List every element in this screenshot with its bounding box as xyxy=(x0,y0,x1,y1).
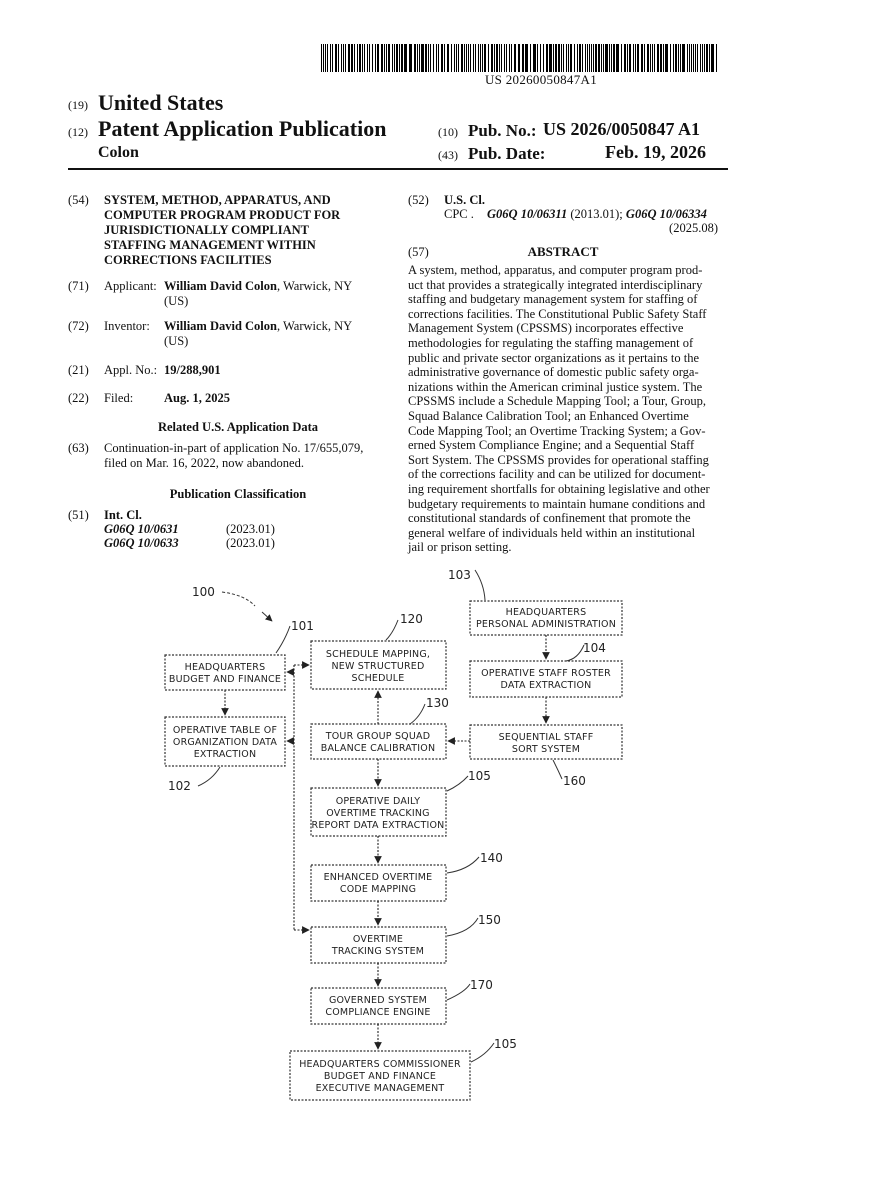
inid-57: (57) xyxy=(408,245,429,259)
barcode-bar xyxy=(624,44,626,72)
inventor-surname: Colon xyxy=(98,144,139,161)
barcode-bar xyxy=(697,44,698,72)
barcode-bar xyxy=(644,44,645,72)
barcode-bar xyxy=(537,44,538,72)
barcode-bar xyxy=(447,44,449,72)
barcode-bar xyxy=(650,44,651,72)
barcode-bar xyxy=(673,44,674,72)
header-rule xyxy=(68,168,728,170)
barcode-bar xyxy=(482,44,483,72)
label-line: HEADQUARTERS xyxy=(505,607,587,618)
barcode-bar xyxy=(404,44,407,72)
ref-100: 100 xyxy=(192,585,215,599)
ref-102: 102 xyxy=(168,779,191,793)
ref-120: 120 xyxy=(400,612,423,626)
barcode-bar xyxy=(682,44,685,72)
barcode-bar xyxy=(665,44,668,72)
label-line: COMPLIANCE ENGINE xyxy=(325,1007,431,1018)
barcode-bar xyxy=(689,44,690,72)
barcode-bar xyxy=(401,44,403,72)
appl-no-label: Appl. No.: xyxy=(104,363,158,377)
box-enhanced-overtime xyxy=(311,865,446,901)
barcode-bar xyxy=(441,44,443,72)
ref-105: 105 xyxy=(494,1037,517,1051)
label-line: EXECUTIVE MANAGEMENT xyxy=(315,1083,445,1094)
barcode-bar xyxy=(637,44,639,72)
barcode-bar xyxy=(496,44,498,72)
label-line: NEW STRUCTURED xyxy=(331,661,425,672)
barcode-bar xyxy=(377,44,379,72)
barcode-bar xyxy=(321,44,322,72)
barcode-bar xyxy=(540,44,541,72)
invention-title xyxy=(104,193,384,268)
barcode-bar xyxy=(663,44,664,72)
barcode-bar xyxy=(384,44,385,72)
barcode-bar xyxy=(372,44,373,72)
label-line: SCHEDULE xyxy=(351,673,405,684)
label-line: ORGANIZATION DATA xyxy=(172,737,278,748)
barcode-bar xyxy=(711,44,714,72)
inid-10: (10) xyxy=(438,125,458,139)
barcode-bar xyxy=(392,44,393,72)
cpc-prefix: CPC . xyxy=(444,207,474,221)
abstract-line: staffing and budgetary management system for staffing of xyxy=(408,292,698,307)
barcode-bar xyxy=(613,44,615,72)
label-line: SORT SYSTEM xyxy=(511,744,581,755)
box-governed-compliance xyxy=(311,988,446,1024)
barcode-bar xyxy=(601,44,602,72)
barcode-bar xyxy=(593,44,594,72)
label-line: OPERATIVE TABLE OF xyxy=(172,725,278,736)
ref-150: 150 xyxy=(478,913,501,927)
ref-130: 130 xyxy=(426,696,449,710)
abstract-line: Squad Balance Calibration Tool; an Enhanced Overtime xyxy=(408,408,689,423)
barcode-bar xyxy=(494,44,495,72)
box-roster xyxy=(470,661,622,697)
barcode-bar xyxy=(566,44,567,72)
label-line: SCHEDULE MAPPING, xyxy=(325,649,431,660)
pub-date-label: Pub. Date: xyxy=(468,144,546,163)
barcode-bar xyxy=(491,44,493,72)
barcode-bar xyxy=(670,44,671,72)
barcode-bar xyxy=(509,44,510,72)
abstract-line: Code Mapping Tool; an Overtime Tracking System; a Gov- xyxy=(408,423,706,438)
applicant-country: (US) xyxy=(164,294,189,308)
label-line: SEQUENTIAL STAFF xyxy=(498,732,594,743)
inid-21: (21) xyxy=(68,363,89,377)
barcode-bar xyxy=(501,44,502,72)
barcode-bar xyxy=(327,44,328,72)
abstract-line: corrections facilities. The Constitutional Public Safety Staff xyxy=(408,306,707,321)
barcode-bar xyxy=(641,44,643,72)
abstract-line: Sort System. The CPSSMS provides for operational staffing xyxy=(408,452,709,467)
label-line: HEADQUARTERS xyxy=(184,662,266,673)
barcode-bar xyxy=(417,44,418,72)
abstract-line: erned System Compliance Engine; and a Sequential Staff xyxy=(408,438,695,453)
barcode-bar xyxy=(633,44,634,72)
int-cl-code: G06Q 10/0631 xyxy=(104,522,179,536)
barcode-bar xyxy=(558,44,560,72)
barcode-bar xyxy=(553,44,554,72)
barcode-bar xyxy=(716,44,717,72)
applicant xyxy=(164,279,394,309)
barcode-bar xyxy=(530,44,531,72)
barcode-bar xyxy=(543,44,544,72)
label-line: CODE MAPPING xyxy=(339,884,417,895)
barcode-bar xyxy=(511,44,512,72)
inid-19: (19) xyxy=(68,98,88,112)
barcode-bar xyxy=(561,44,562,72)
inid-72: (72) xyxy=(68,319,89,333)
barcode-bar xyxy=(582,44,583,72)
barcode-bar xyxy=(611,44,612,72)
abstract-line: constitutional standards of confinement that promote the xyxy=(408,511,691,526)
barcode-bar xyxy=(533,44,536,72)
barcode-bar xyxy=(421,44,424,72)
int-cl-code: G06Q 10/0633 xyxy=(104,536,179,550)
barcode-bar xyxy=(466,44,467,72)
inventor xyxy=(164,319,394,349)
abstract-line: CPSSMS include a Schedule Mapping Tool; a Tour, Group, xyxy=(408,394,706,409)
ref-103: 103 xyxy=(448,568,471,582)
barcode-bar xyxy=(691,44,692,72)
barcode-bar xyxy=(323,44,324,72)
label-line: EXTRACTION xyxy=(193,749,257,760)
ref-105: 105 xyxy=(468,769,491,783)
filed-date: Aug. 1, 2025 xyxy=(164,391,230,405)
cpc-code: G06Q 10/06311 xyxy=(487,207,568,221)
barcode-bar xyxy=(338,44,339,72)
barcode-bar xyxy=(647,44,649,72)
label-line: OPERATIVE DAILY xyxy=(335,796,421,807)
barcode-bar xyxy=(381,44,383,72)
barcode-bar xyxy=(351,44,353,72)
inventor-country: (US) xyxy=(164,334,189,348)
barcode-bar xyxy=(506,44,507,72)
title-line: SYSTEM, METHOD, APPARATUS, AND xyxy=(104,193,331,207)
barcode-bar xyxy=(444,44,445,72)
abstract-line: uct that provides a strategically integrated interdisciplinary xyxy=(408,277,703,292)
barcode-bar xyxy=(605,44,608,72)
label-line: BUDGET AND FINANCE xyxy=(168,674,282,685)
int-cl-label: Int. Cl. xyxy=(104,508,142,522)
abstract-line: nizations within the American criminal justice system. The xyxy=(408,379,703,394)
ref-170: 170 xyxy=(470,978,493,992)
barcode xyxy=(321,44,717,72)
applicant-label: Applicant: xyxy=(104,279,157,293)
abstract-heading: ABSTRACT xyxy=(527,244,599,259)
barcode-bar xyxy=(518,44,520,72)
cpc-year: (2025.08) xyxy=(669,221,718,235)
barcode-bar xyxy=(577,44,578,72)
barcode-bar xyxy=(470,44,471,72)
barcode-bar xyxy=(473,44,474,72)
barcode-bar xyxy=(700,44,701,72)
barcode-bar xyxy=(680,44,681,72)
barcode-bar xyxy=(461,44,463,72)
barcode-bar xyxy=(396,44,398,72)
barcode-bar xyxy=(621,44,622,72)
int-cl-year: (2023.01) xyxy=(226,536,275,550)
barcode-bar xyxy=(635,44,636,72)
barcode-bar xyxy=(549,44,552,72)
barcode-bar xyxy=(678,44,679,72)
abstract-line: administrative governance of domestic public safety orga- xyxy=(408,365,699,380)
barcode-bar xyxy=(693,44,694,72)
barcode-bar xyxy=(627,44,628,72)
barcode-bar xyxy=(414,44,416,72)
barcode-bar xyxy=(369,44,370,72)
barcode-bar xyxy=(386,44,387,72)
classification-heading: Publication Classification xyxy=(169,487,307,501)
barcode-bar xyxy=(563,44,564,72)
cpc-line xyxy=(444,207,707,222)
cpc-code: G06Q 10/06334 xyxy=(625,207,707,221)
barcode-bar xyxy=(348,44,350,72)
label-line: BUDGET AND FINANCE xyxy=(323,1071,437,1082)
barcode-bar xyxy=(589,44,590,72)
abstract-line: methodologies for regulating the staffing management of xyxy=(408,335,694,350)
inid-43: (43) xyxy=(438,148,458,162)
label-line: OPERATIVE STAFF ROSTER xyxy=(481,668,611,679)
barcode-bar xyxy=(335,44,337,72)
ref-104: 104 xyxy=(583,641,606,655)
inid-71: (71) xyxy=(68,279,89,293)
barcode-bar xyxy=(568,44,569,72)
label-line: HEADQUARTERS COMMISSIONER xyxy=(299,1059,461,1070)
barcode-bar xyxy=(343,44,344,72)
barcode-bar xyxy=(436,44,437,72)
label-line: REPORT DATA EXTRACTION xyxy=(311,820,445,831)
barcode-bar xyxy=(704,44,705,72)
barcode-bar xyxy=(488,44,489,72)
barcode-bar xyxy=(468,44,469,72)
label-line: BALANCE CALIBRATION xyxy=(320,743,436,754)
pub-no-label: Pub. No.: xyxy=(468,121,537,140)
barcode-bar xyxy=(359,44,361,72)
label-line: OVERTIME xyxy=(352,934,404,945)
continuation-line: Continuation-in-part of application No. 17/655,079, xyxy=(104,441,364,455)
barcode-bar xyxy=(595,44,597,72)
pub-date: Feb. 19, 2026 xyxy=(605,142,706,162)
barcode-bar xyxy=(332,44,333,72)
barcode-bar xyxy=(480,44,481,72)
label-line: ENHANCED OVERTIME xyxy=(323,872,433,883)
barcode-bar xyxy=(695,44,696,72)
barcode-bar xyxy=(629,44,631,72)
cpc-year: (2013.01); xyxy=(567,207,626,221)
title-line: STAFFING MANAGEMENT WITHIN xyxy=(104,238,316,252)
barcode-bar xyxy=(354,44,355,72)
barcode-bar xyxy=(706,44,708,72)
title-line: COMPUTER PROGRAM PRODUCT FOR xyxy=(104,208,341,222)
abstract-line: of the corrections facility and can be utilized for document- xyxy=(408,467,706,482)
barcode-bar xyxy=(362,44,363,72)
barcode-bar xyxy=(478,44,479,72)
barcode-bar xyxy=(430,44,431,72)
int-cl-year: (2023.01) xyxy=(226,522,275,536)
barcode-bar xyxy=(587,44,588,72)
label-line: GOVERNED SYSTEM xyxy=(328,995,428,1006)
barcode-bar xyxy=(546,44,548,72)
barcode-bar xyxy=(388,44,390,72)
barcode-bar xyxy=(428,44,429,72)
barcode-bar xyxy=(555,44,557,72)
related-data-heading: Related U.S. Application Data xyxy=(157,420,319,434)
barcode-bar xyxy=(609,44,610,72)
title-line: JURISDICTIONALLY COMPLIANT xyxy=(104,223,310,237)
ref-140: 140 xyxy=(480,851,503,865)
inid-52: (52) xyxy=(408,193,429,207)
barcode-bar xyxy=(399,44,400,72)
barcode-bar xyxy=(709,44,710,72)
inid-22: (22) xyxy=(68,391,89,405)
barcode-bar xyxy=(657,44,659,72)
pub-no: US 2026/0050847 A1 xyxy=(543,119,701,139)
inid-63: (63) xyxy=(68,441,89,455)
flow-diagram xyxy=(0,560,872,1120)
inventor-label: Inventor: xyxy=(104,319,150,333)
box-overtime-tracking xyxy=(311,927,446,963)
label-line: OVERTIME TRACKING xyxy=(326,808,430,819)
barcode-bar xyxy=(433,44,434,72)
ref-101: 101 xyxy=(291,619,314,633)
barcode-bar xyxy=(438,44,439,72)
barcode-bar xyxy=(425,44,427,72)
barcode-bar xyxy=(579,44,581,72)
barcode-bar xyxy=(345,44,346,72)
barcode-bar xyxy=(367,44,368,72)
barcode-bar xyxy=(603,44,604,72)
barcode-bar xyxy=(660,44,662,72)
barcode-bar xyxy=(585,44,586,72)
barcode-bar xyxy=(654,44,655,72)
inid-51: (51) xyxy=(68,508,89,522)
label-line: DATA EXTRACTION xyxy=(500,680,592,691)
barcode-bar xyxy=(464,44,465,72)
barcode-bar xyxy=(514,44,516,72)
barcode-bar xyxy=(451,44,452,72)
filed-label: Filed: xyxy=(104,391,134,405)
abstract-line: ing requirement shortfalls for obtaining legislative and other xyxy=(408,481,710,496)
barcode-bar xyxy=(375,44,376,72)
label-line: TOUR GROUP SQUAD xyxy=(325,731,431,742)
inid-54: (54) xyxy=(68,193,89,207)
barcode-bar xyxy=(409,44,412,72)
abstract-line: jail or prison setting. xyxy=(408,540,512,555)
continuation xyxy=(104,441,394,471)
barcode-bar xyxy=(522,44,524,72)
country: United States xyxy=(98,90,224,115)
barcode-bar xyxy=(574,44,575,72)
barcode-bar xyxy=(364,44,365,72)
barcode-bar xyxy=(454,44,455,72)
abstract-line: general welfare of individuals held within an institutional xyxy=(408,525,696,540)
barcode-bar xyxy=(341,44,342,72)
label-line: TRACKING SYSTEM xyxy=(331,946,425,957)
inventor-location: , Warwick, NY xyxy=(276,319,353,333)
title-line: CORRECTIONS FACILITIES xyxy=(104,253,272,267)
barcode-bar xyxy=(525,44,528,72)
barcode-bar xyxy=(456,44,457,72)
barcode-number: US 20260050847A1 xyxy=(484,72,598,87)
barcode-bar xyxy=(475,44,476,72)
abstract-line: Management System (CPSSMS) incorporates effective xyxy=(408,321,684,336)
barcode-bar xyxy=(394,44,395,72)
barcode-bar xyxy=(702,44,703,72)
label-line: PERSONAL ADMINISTRATION xyxy=(475,619,617,630)
abstract-line: A system, method, apparatus, and computer program prod- xyxy=(408,263,703,277)
abstract-text xyxy=(408,263,718,555)
barcode-bar xyxy=(458,44,459,72)
appl-no: 19/288,901 xyxy=(164,363,221,377)
barcode-bar xyxy=(598,44,600,72)
us-cl-label: U.S. Cl. xyxy=(444,193,485,207)
continuation-line: filed on Mar. 16, 2022, now abandoned. xyxy=(104,456,304,470)
publication-type: Patent Application Publication xyxy=(98,116,387,141)
barcode-bar xyxy=(357,44,358,72)
barcode-bar xyxy=(675,44,677,72)
barcode-bar xyxy=(419,44,420,72)
applicant-name: William David Colon xyxy=(164,279,277,293)
applicant-location: , Warwick, NY xyxy=(276,279,353,293)
barcode-bar xyxy=(591,44,592,72)
barcode-bar xyxy=(652,44,653,72)
barcode-bar xyxy=(325,44,326,72)
barcode-bar xyxy=(687,44,688,72)
abstract-line: public and private sector organizations as it pertains to the xyxy=(408,350,700,365)
barcode-bar xyxy=(499,44,500,72)
barcode-bar xyxy=(504,44,505,72)
barcode-bar xyxy=(616,44,619,72)
barcode-bar xyxy=(570,44,572,72)
abstract-line: budgetary requirements to maintain humane conditions and xyxy=(408,496,706,511)
ref-160: 160 xyxy=(563,774,586,788)
barcode-bar xyxy=(484,44,486,72)
inid-12: (12) xyxy=(68,125,88,139)
inventor-name: William David Colon xyxy=(164,319,277,333)
barcode-bar xyxy=(330,44,331,72)
